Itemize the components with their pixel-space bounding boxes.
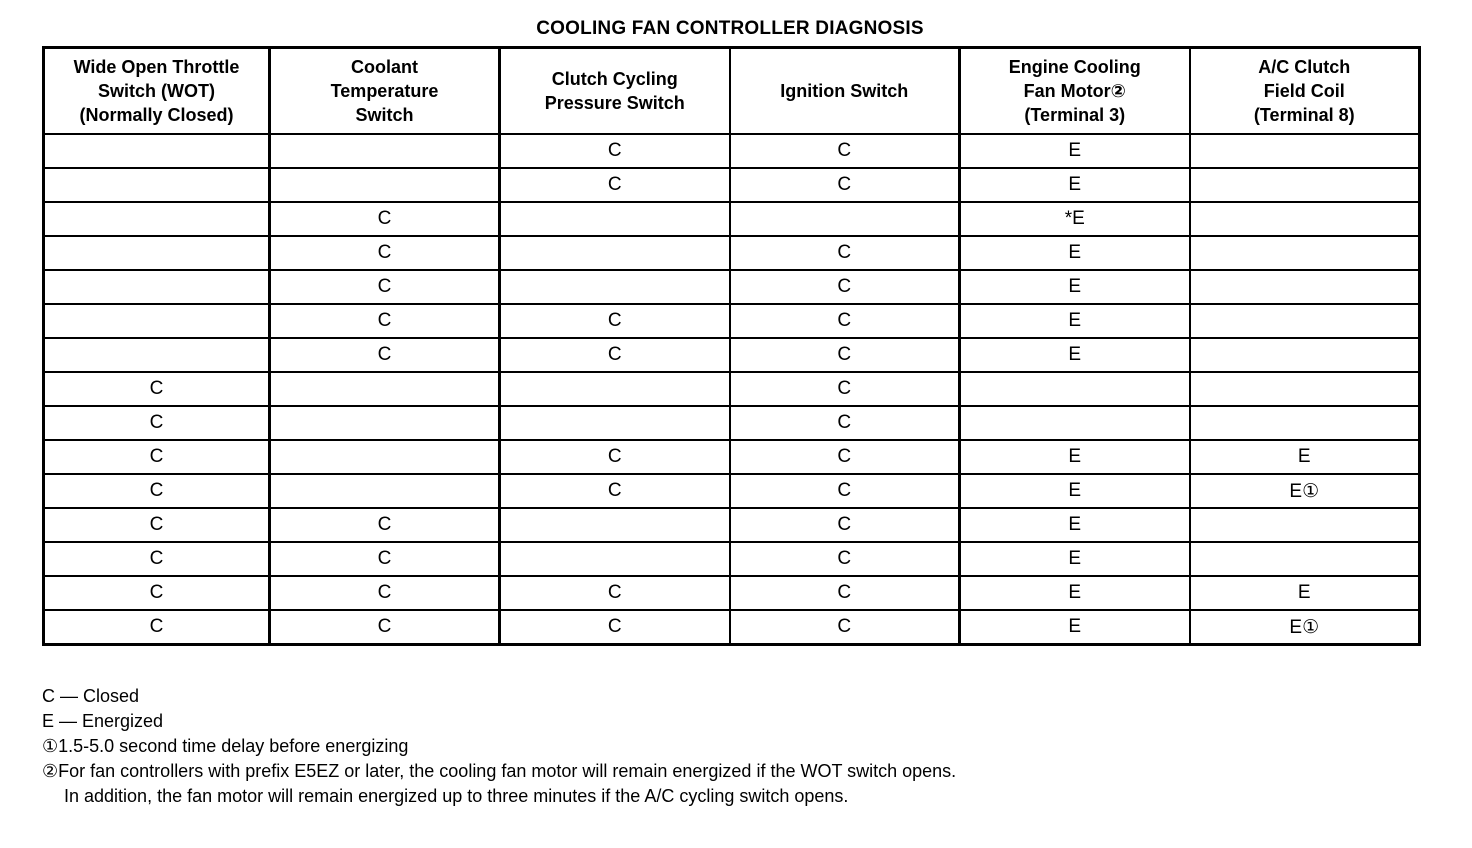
table-cell: C: [730, 168, 960, 202]
table-cell: C: [500, 576, 730, 610]
table-cell: [500, 508, 730, 542]
table-row: [44, 440, 1420, 474]
table-cell: E: [1190, 576, 1420, 610]
table-cell: C: [44, 508, 270, 542]
table-row: [44, 168, 1420, 202]
table-cell: [960, 372, 1190, 406]
table-cell: [500, 236, 730, 270]
column-header-ignition-switch: Ignition Switch: [730, 48, 960, 135]
table-cell: C: [44, 610, 270, 645]
table-cell: [1190, 304, 1420, 338]
table-cell: C: [270, 304, 500, 338]
table-row: [44, 236, 1420, 270]
table-cell: [500, 406, 730, 440]
table-cell: C: [44, 542, 270, 576]
table-cell: C: [500, 474, 730, 508]
footnote-1: ①1.5-5.0 second time delay before energizing: [42, 736, 409, 756]
page-title: COOLING FAN CONTROLLER DIAGNOSIS: [536, 18, 924, 39]
table-cell: E: [1190, 440, 1420, 474]
table-cell: [1190, 338, 1420, 372]
column-header-coolant-temperature-switch: Coolant Temperature Switch: [270, 48, 500, 135]
table-cell: [270, 440, 500, 474]
table-cell: C: [500, 304, 730, 338]
table-cell: [1190, 134, 1420, 168]
table-cell: [730, 202, 960, 236]
table-cell: C: [44, 474, 270, 508]
table-cell: E: [960, 508, 1190, 542]
table-cell: C: [500, 440, 730, 474]
column-header-ac-clutch-field-coil: A/C Clutch Field Coil (Terminal 8): [1190, 48, 1420, 135]
diagnosis-table: [42, 46, 1421, 646]
table-row: [44, 508, 1420, 542]
table-cell: E: [960, 168, 1190, 202]
table-cell: E①: [1190, 474, 1420, 508]
table-row: [44, 304, 1420, 338]
table-cell: [500, 202, 730, 236]
table-cell: [270, 372, 500, 406]
table-cell: E: [960, 542, 1190, 576]
table-cell: E: [960, 440, 1190, 474]
table-row: [44, 576, 1420, 610]
table-row: [44, 202, 1420, 236]
table-cell: [270, 168, 500, 202]
table-cell: E: [960, 236, 1190, 270]
table-cell: [270, 134, 500, 168]
table-cell: [1190, 542, 1420, 576]
table-cell: C: [270, 542, 500, 576]
table-cell: C: [500, 338, 730, 372]
table-cell: [44, 134, 270, 168]
table-cell: [44, 338, 270, 372]
table-cell: [1190, 406, 1420, 440]
table-cell: [44, 270, 270, 304]
table-cell: [270, 474, 500, 508]
table-cell: C: [730, 440, 960, 474]
table-cell: C: [270, 610, 500, 645]
legend-closed: C — Closed: [42, 686, 140, 706]
table-cell: C: [44, 440, 270, 474]
table-cell: C: [730, 372, 960, 406]
table-cell: [500, 542, 730, 576]
table-cell: C: [730, 508, 960, 542]
table-cell: E: [960, 610, 1190, 645]
table-cell: C: [730, 338, 960, 372]
table-row: [44, 610, 1420, 645]
table-cell: E: [960, 304, 1190, 338]
footnote-2-continued: In addition, the fan motor will remain energized up to three minutes if the A/C cycling switch opens.: [64, 786, 849, 806]
table-cell: C: [270, 202, 500, 236]
column-header-clutch-cycling-pressure-switch: Clutch Cycling Pressure Switch: [500, 48, 730, 135]
table-cell: E: [960, 474, 1190, 508]
table-cell: [1190, 270, 1420, 304]
table-cell: C: [730, 542, 960, 576]
table-cell: C: [270, 338, 500, 372]
table-cell: [1190, 236, 1420, 270]
table-cell: [270, 406, 500, 440]
table-cell: [1190, 508, 1420, 542]
table-cell: E: [960, 134, 1190, 168]
table-cell: C: [730, 304, 960, 338]
table-cell: C: [44, 576, 270, 610]
table-cell: C: [730, 474, 960, 508]
column-header-wot-switch: Wide Open Throttle Switch (WOT) (Normally Closed): [44, 48, 270, 135]
table-cell: C: [730, 134, 960, 168]
table-header-row: [44, 48, 1420, 135]
table-cell: C: [44, 406, 270, 440]
table-cell: [44, 236, 270, 270]
table-cell: E①: [1190, 610, 1420, 645]
table-row: [44, 270, 1420, 304]
table-cell: [44, 304, 270, 338]
table-cell: C: [730, 406, 960, 440]
table-cell: [44, 168, 270, 202]
table-cell: C: [500, 168, 730, 202]
table-cell: C: [730, 270, 960, 304]
table-row: [44, 372, 1420, 406]
table-cell: E: [960, 338, 1190, 372]
legend: [42, 684, 956, 809]
table-cell: [500, 372, 730, 406]
table-cell: [1190, 168, 1420, 202]
table-cell: [44, 202, 270, 236]
table-cell: E: [960, 270, 1190, 304]
table-cell: C: [500, 134, 730, 168]
table-cell: C: [730, 236, 960, 270]
table-cell: C: [730, 576, 960, 610]
table-body: [44, 134, 1420, 645]
table-cell: [1190, 202, 1420, 236]
table-cell: C: [270, 508, 500, 542]
table-cell: [1190, 372, 1420, 406]
table-cell: C: [44, 372, 270, 406]
table-cell: C: [270, 270, 500, 304]
table-cell: [960, 406, 1190, 440]
table-row: [44, 474, 1420, 508]
table-cell: *E: [960, 202, 1190, 236]
table-row: [44, 542, 1420, 576]
legend-energized: E — Energized: [42, 711, 164, 731]
table-row: [44, 134, 1420, 168]
table-cell: C: [270, 576, 500, 610]
table-cell: [500, 270, 730, 304]
column-header-engine-cooling-fan-motor: Engine Cooling Fan Motor② (Terminal 3): [960, 48, 1190, 135]
table-row: [44, 338, 1420, 372]
table-cell: C: [730, 610, 960, 645]
footnote-2: ②For fan controllers with prefix E5EZ or later, the cooling fan motor will remain energized if the WOT switch opens.: [42, 761, 957, 781]
table-cell: C: [270, 236, 500, 270]
table-row: [44, 406, 1420, 440]
table-cell: C: [500, 610, 730, 645]
table-cell: E: [960, 576, 1190, 610]
